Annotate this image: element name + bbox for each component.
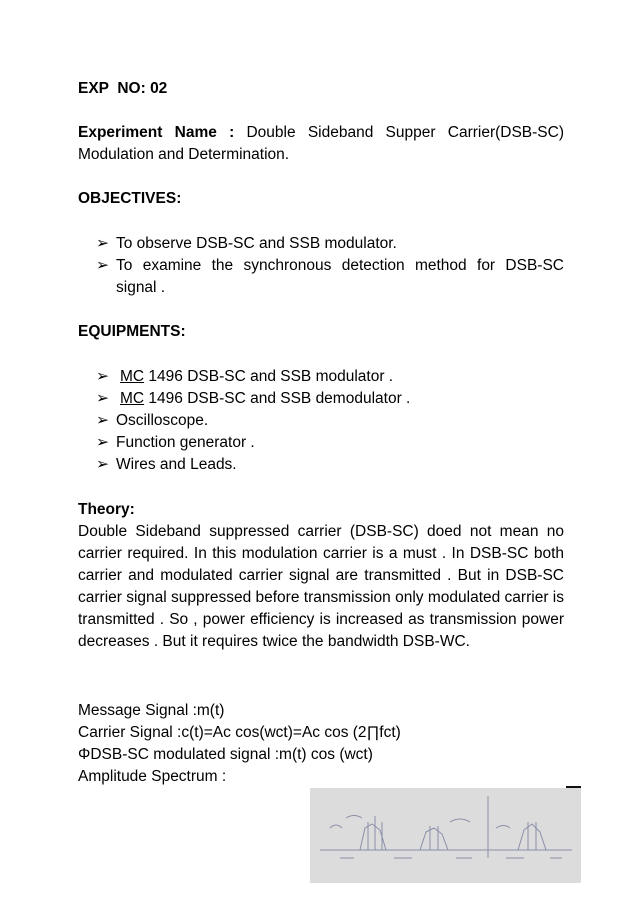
arrow-bullet-icon: ➢ — [96, 235, 109, 252]
list-item — [96, 233, 564, 255]
equipment-prefix: MC — [120, 368, 145, 385]
objectives-list — [96, 233, 564, 299]
signal-line: Message Signal :m(t) — [78, 702, 225, 719]
equipment-text: 1496 DSB-SC and SSB modulator . — [144, 368, 394, 385]
arrow-bullet-icon: ➢ — [96, 368, 109, 385]
arrow-bullet-icon: ➢ — [96, 390, 109, 407]
list-item — [96, 432, 564, 454]
list-item — [96, 454, 564, 476]
equipment-text: Function generator . — [116, 434, 255, 451]
signal-line: ΦDSB-SC modulated signal :m(t) cos (wct) — [78, 746, 373, 763]
theory-heading: Theory: — [78, 501, 135, 518]
signal-definitions — [78, 700, 564, 788]
arrow-bullet-icon: ➢ — [96, 412, 109, 429]
list-item — [96, 410, 564, 432]
equipment-text: Wires and Leads. — [116, 456, 237, 473]
spectrum-sketch — [310, 788, 581, 883]
arrow-bullet-icon: ➢ — [96, 456, 109, 473]
equipment-text: 1496 DSB-SC and SSB demodulator . — [144, 390, 411, 407]
equipments-list — [96, 366, 564, 476]
signal-line: Carrier Signal :c(t)=Ac cos(wct)=Ac cos (2∏fct) — [78, 724, 401, 741]
list-item — [96, 388, 564, 410]
arrow-bullet-icon: ➢ — [96, 257, 109, 274]
experiment-number: EXP NO: 02 — [78, 80, 168, 97]
objectives-heading: OBJECTIVES: — [78, 190, 182, 207]
experiment-name — [78, 122, 564, 166]
amplitude-spectrum-photo — [310, 788, 581, 883]
objective-text: To examine the synchronous detection method for DSB-SC signal . — [116, 257, 564, 296]
list-item — [96, 366, 564, 388]
theory-body: Double Sideband suppressed carrier (DSB-SC) doed not mean no carrier required. In this modulation carrier is a must . In DSB-SC both carrier and modulated carrier signal are transmitted . But in DSB-SC carrier signal suppressed before transmission only modulated carrier is transmitted . So , power efficiency is increased as transmission power decreases . But it requires twice the bandwidth DSB-WC. — [78, 523, 564, 650]
equipment-prefix: MC — [120, 390, 145, 407]
signal-line: Amplitude Spectrum : — [78, 768, 227, 785]
equipment-text: Oscilloscope. — [116, 412, 209, 429]
arrow-bullet-icon: ➢ — [96, 434, 109, 451]
experiment-name-text: Double Sideband Supper Carrier(DSB-SC) Modulation and Determination. — [78, 124, 564, 163]
experiment-name-label: Experiment Name : — [78, 124, 235, 141]
objective-text: To observe DSB-SC and SSB modulator. — [116, 235, 397, 252]
list-item — [96, 255, 564, 299]
equipments-heading: EQUIPMENTS: — [78, 323, 186, 340]
